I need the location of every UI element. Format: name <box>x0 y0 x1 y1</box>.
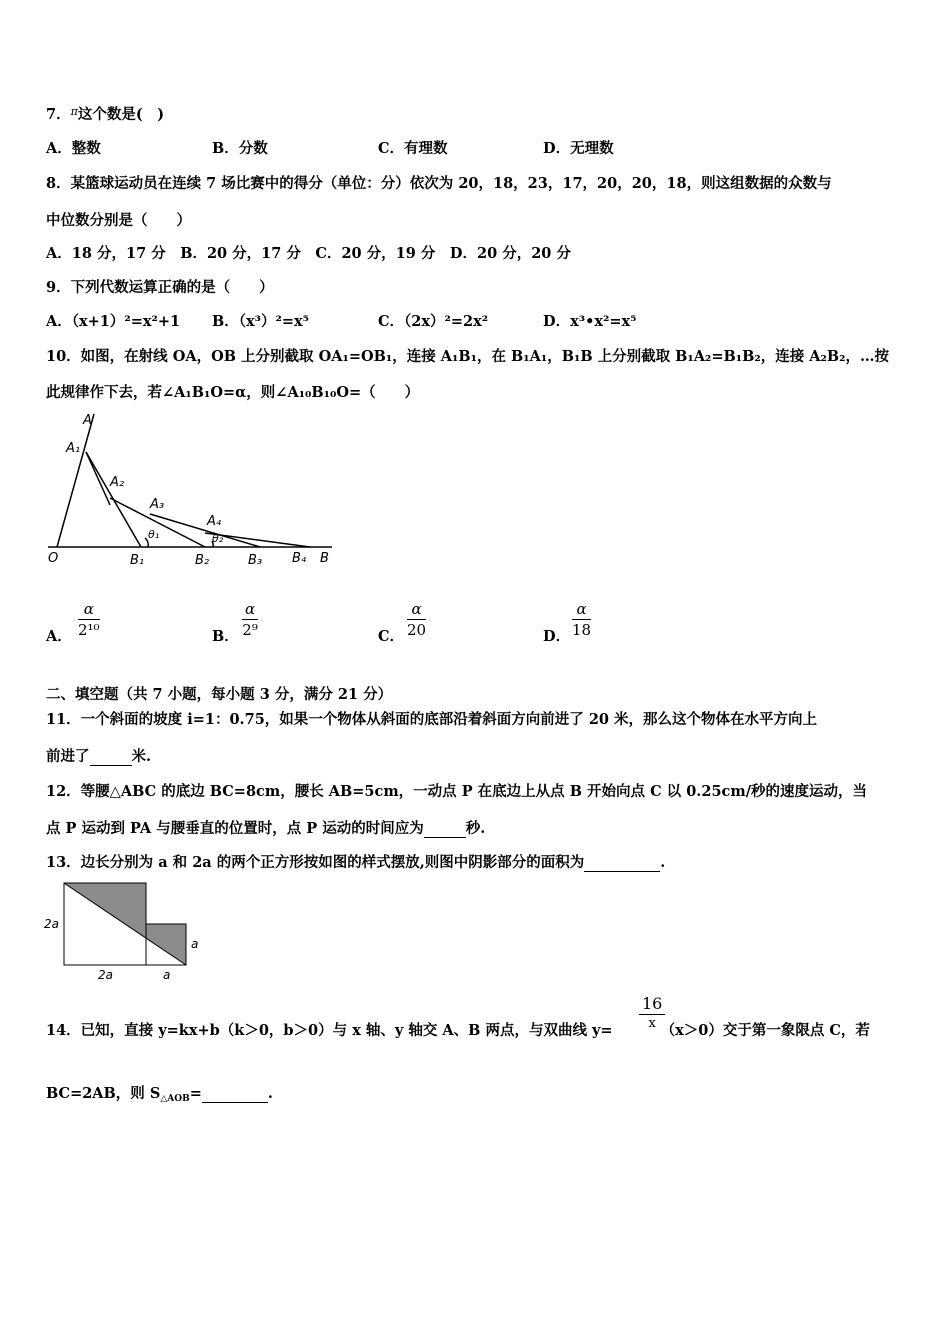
q14-answer-blank[interactable] <box>202 1085 268 1103</box>
q9-stem: 9．下列代数运算正确的是（ ） <box>46 279 274 296</box>
q9-option-c: C．（2x）²=2x² <box>378 313 489 330</box>
q7-stem: 7．$^\pi$这个数是( ) <box>46 105 165 123</box>
q10-label-O: O <box>48 551 59 566</box>
q10-option-d-letter: D． <box>543 628 571 645</box>
q7-option-d: D．无理数 <box>543 140 614 157</box>
q10-label-A: A <box>83 413 92 428</box>
q8-stem-line1: 8．某篮球运动员在连续 7 场比赛中的得分（单位：分）依次为 20，18，23，17，20，20，18，则这组数据的众数与 <box>46 175 832 192</box>
q14-stem-line2: BC=2AB，则 $S_{\triangle AOB}=$ . <box>46 1085 273 1104</box>
q11-stem-line2: 前进了 米. <box>46 748 152 765</box>
q13-label-right-a: a <box>191 937 199 951</box>
q14-stem: 14．已知，直接 y=kx+b（k＞0，b＞0）与 x 轴、y 轴交 A、B 两点，与双曲线 y= （x＞0）交于第一象限点 C，若 <box>46 1022 870 1039</box>
q11-stem-line1: 11．一个斜面的坡度 i=1：0.75，如果一个物体从斜面的底部沿着斜面方向前进了 20 米，那么这个物体在水平方向上 <box>46 711 818 728</box>
pi-symbol: π <box>70 105 78 118</box>
q10-label-B3: B₃ <box>248 553 263 568</box>
q10-label-B2: B₂ <box>195 553 210 568</box>
q10-label-B: B <box>320 551 329 566</box>
q13-label-left-2a: 2a <box>44 917 59 931</box>
q12-stem-line2: 点 P 运动到 PA 与腰垂直的位置时，点 P 运动的时间应为 秒. <box>46 820 486 837</box>
q12-answer-blank[interactable] <box>424 820 466 838</box>
q13-label-bottom-2a: 2a <box>98 968 113 982</box>
q11-answer-blank[interactable] <box>90 748 132 766</box>
q10-label-theta1: θ₁ <box>148 528 160 541</box>
q8-stem-line2: 中位数分别是（ ） <box>46 212 191 229</box>
q8-options: A．18 分，17 分 B．20 分，17 分 C．20 分，19 分 D．20 分，20 分 <box>46 245 571 262</box>
q10-option-d-fraction: $\frac{\alpha}{18}$ <box>572 600 592 639</box>
q10-option-c-letter: C． <box>378 628 405 645</box>
q10-option-b-letter: B． <box>212 628 239 645</box>
q12-stem-line1: 12．等腰△ABC 的底边 BC=8cm，腰长 AB=5cm，一动点 P 在底边上从点 B 开始向点 C 以 0.25cm/秒的速度运动，当 <box>46 783 867 800</box>
q10-option-c-fraction: $\frac{\alpha}{20}$ <box>407 600 427 639</box>
q10-label-B1: B₁ <box>130 553 145 568</box>
q10-stem-line2: 此规律作下去，若∠A₁B₁O=α，则∠A₁₀B₁₀O=（ ） <box>46 384 420 401</box>
q7-option-a: A．整数 <box>46 140 101 157</box>
q10-option-b-fraction: $\frac{\alpha}{\text{2⁹}}$ <box>242 600 258 639</box>
q10-label-A4: A₄ <box>207 514 222 529</box>
q10-label-A1: A₁ <box>66 441 81 456</box>
q14-fraction: 16 x <box>639 994 665 1031</box>
q13-answer-blank[interactable] <box>584 854 660 872</box>
q9-option-a: A．（x+1）²=x²+1 <box>46 313 181 330</box>
q13-figure <box>40 875 210 985</box>
section2-title: 二、填空题（共 7 小题，每小题 3 分，满分 21 分） <box>46 686 393 703</box>
q10-label-A3: A₃ <box>150 497 165 512</box>
q9-option-b: B．（x³）²=x⁵ <box>212 313 309 330</box>
q7-option-c: C．有理数 <box>378 140 448 157</box>
q13-stem: 13．边长分别为 a 和 2a 的两个正方形按如图的样式摆放,则图中阴影部分的面积为 . <box>46 854 666 871</box>
q9-option-d: D．x³•x²=x⁵ <box>543 313 637 330</box>
q10-option-a-letter: A． <box>46 628 72 645</box>
q10-figure <box>40 410 340 575</box>
q10-stem-line1: 10．如图，在射线 OA，OB 上分别截取 OA₁=OB₁，连接 A₁B₁，在 B₁A₁，B₁B 上分别截取 B₁A₂=B₁B₂，连接 A₂B₂，…按 <box>46 348 890 365</box>
q10-label-B4: B₄ <box>292 551 307 566</box>
q10-label-A2: A₂ <box>110 475 125 490</box>
q7-option-b: B．分数 <box>212 140 268 157</box>
q13-label-bottom-a: a <box>163 968 171 982</box>
q10-label-theta2: θ₂ <box>212 532 224 545</box>
q10-option-a-fraction: $\frac{\alpha}{\text{2¹⁰}}$ <box>78 600 100 639</box>
